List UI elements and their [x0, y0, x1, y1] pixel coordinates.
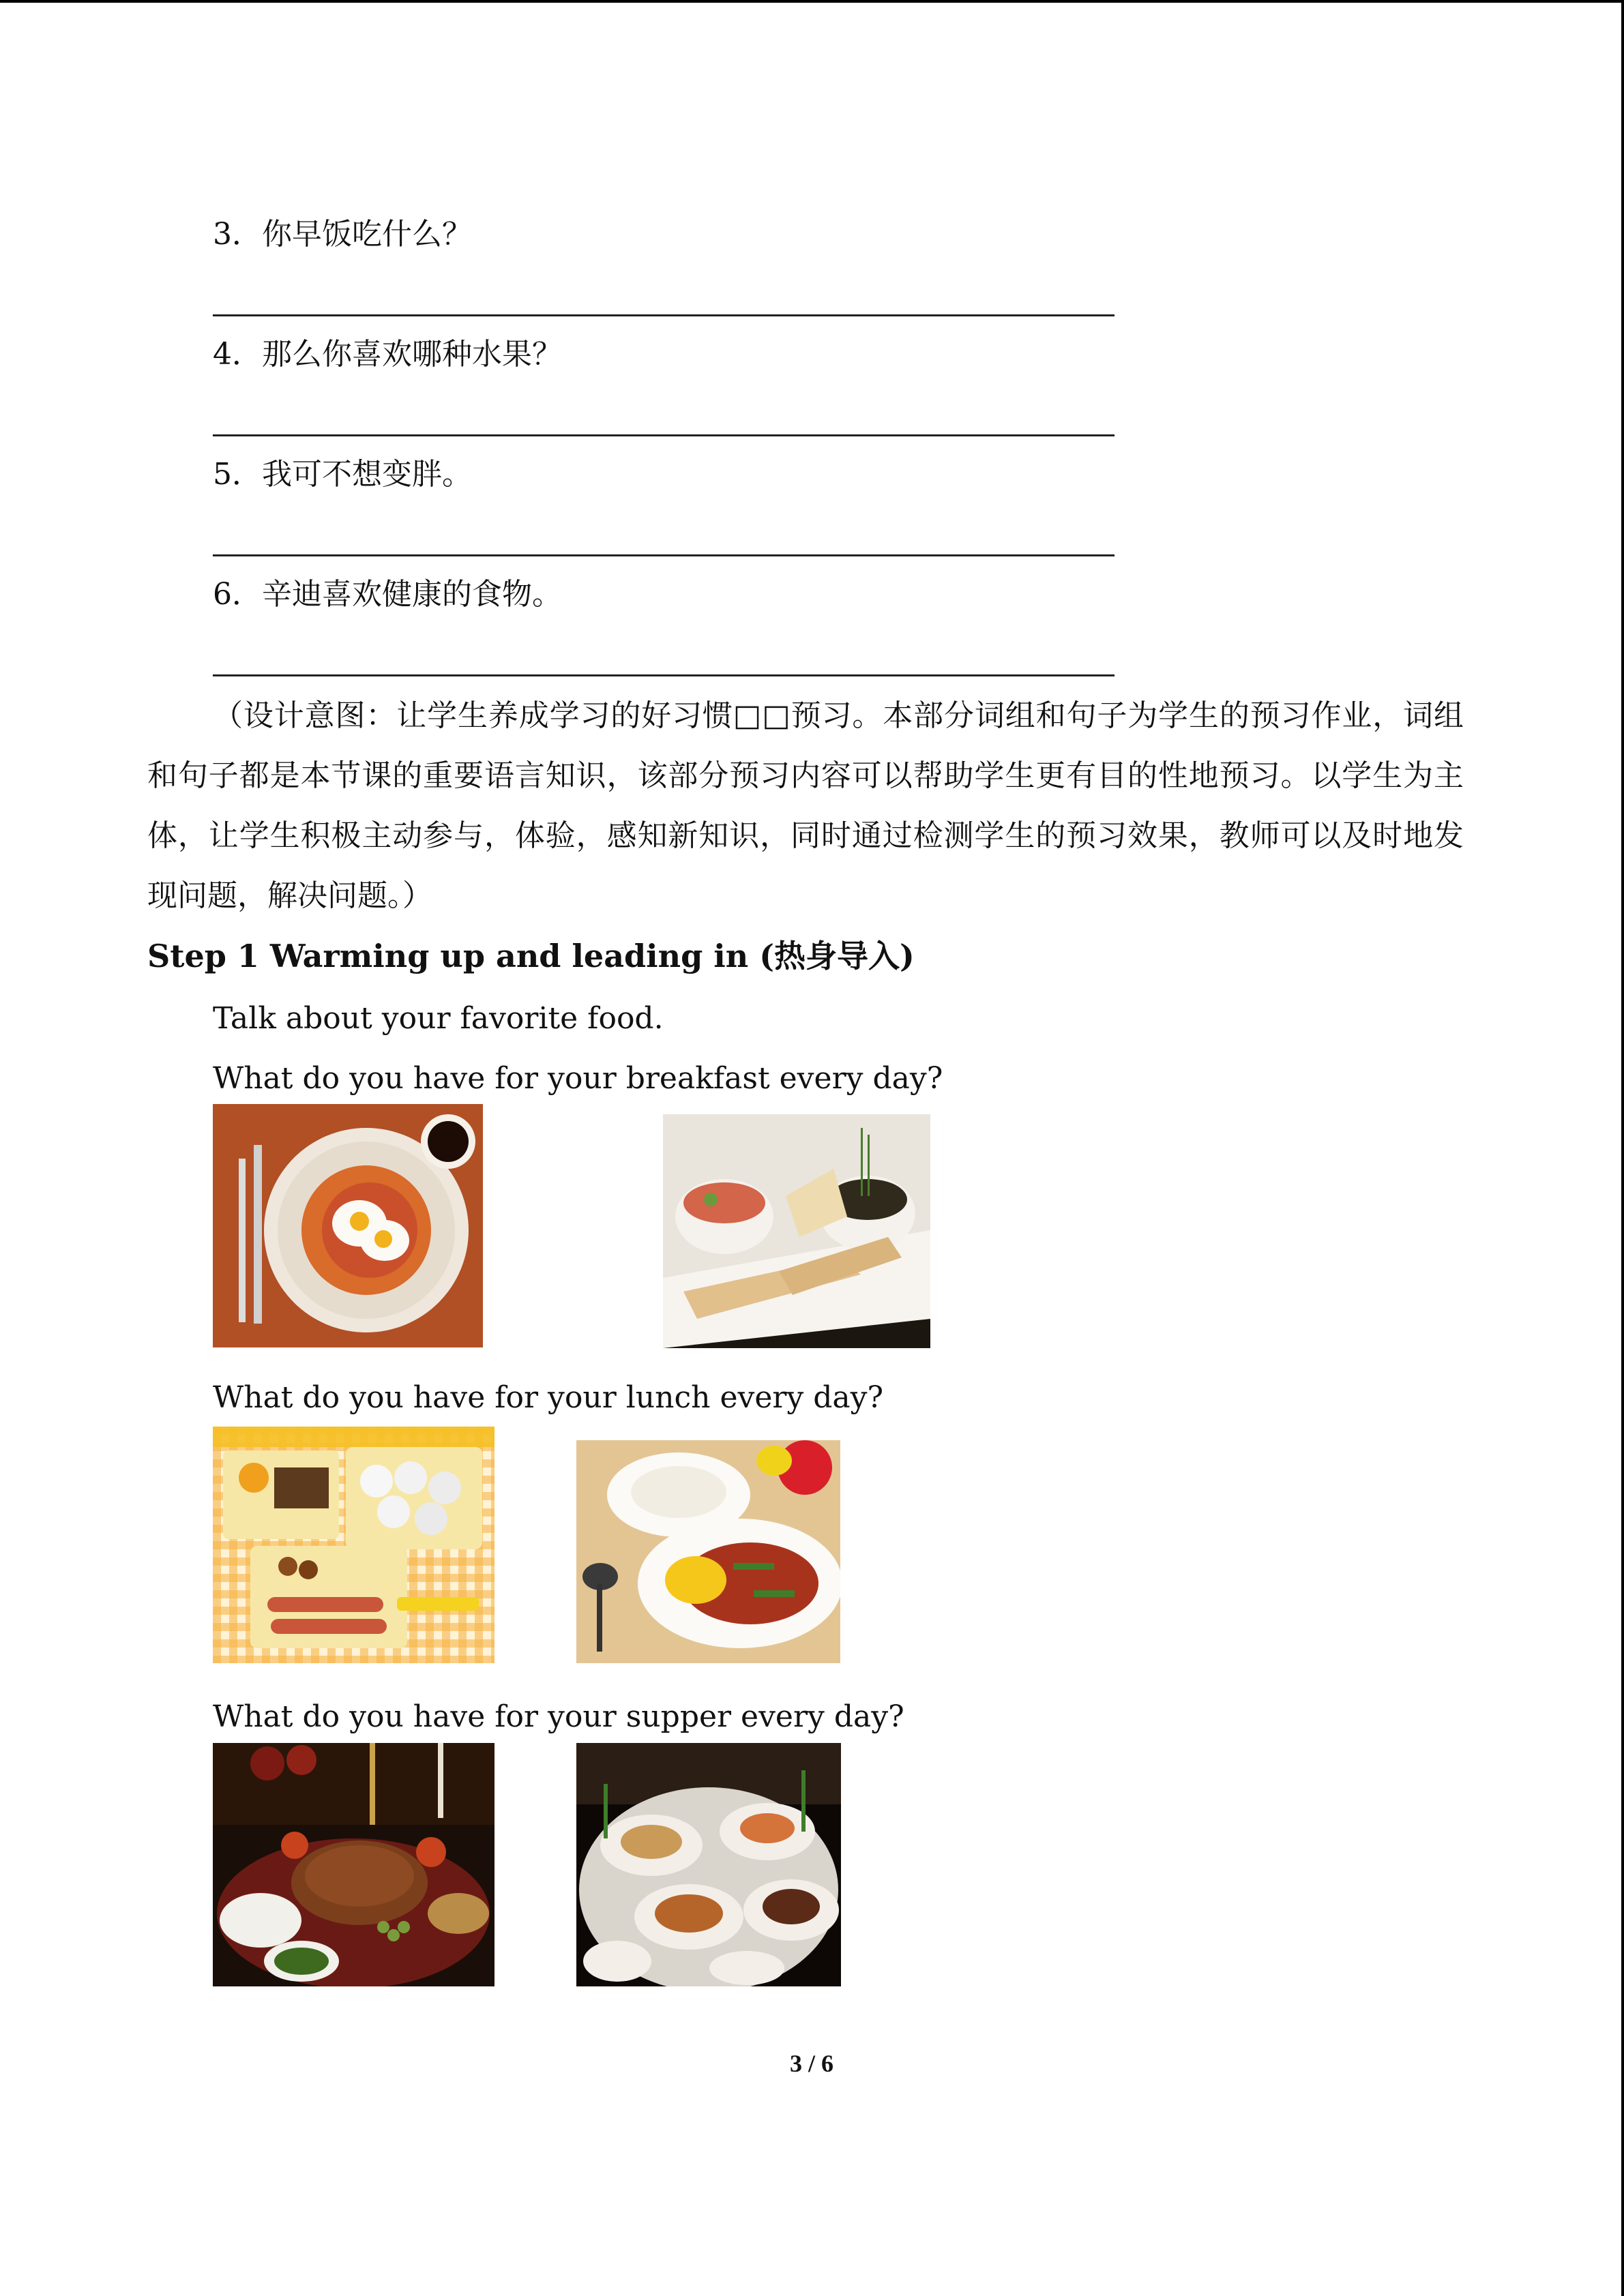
- question-5: 5．我可不想变胖。: [213, 457, 472, 492]
- page-border-right: [1621, 0, 1624, 2296]
- lunch-photo-bento-boxes: [213, 1427, 494, 1663]
- page-number: 3 / 6: [789, 2050, 833, 2077]
- lunch-question: What do you have for your lunch every day?: [213, 1380, 884, 1415]
- step1-intro: Talk about your favorite food.: [213, 1001, 664, 1036]
- answer-line-5[interactable]: [213, 554, 1114, 556]
- breakfast-photo-eggs: [213, 1104, 483, 1347]
- lunch-photo-rice-and-stir-fry: [576, 1440, 840, 1663]
- answer-line-4[interactable]: [213, 434, 1114, 436]
- supper-question: What do you have for your supper every day?: [213, 1699, 904, 1734]
- question-3: 3．你早饭吃什么？: [213, 217, 472, 252]
- answer-line-6[interactable]: [213, 674, 1114, 676]
- supper-photo-roast-turkey-feast: [213, 1743, 494, 1986]
- question-4: 4．那么你喜欢哪种水果？: [213, 337, 562, 372]
- design-intent-paragraph: （设计意图：让学生养成学习的好习惯□□预习。本部分词组和句子为学生的预习作业，词组和句子都是本节课的重要语言知识，该部分预习内容可以帮助学生更有目的性地预习。以学生为主体，让学生积极主动参与，体验，感知新知识，同时通过检测学生的预习效果，教师可以及时地发现问题，解决问题。）: [147, 698, 1464, 913]
- breakfast-photo-bread-platter: [663, 1114, 930, 1348]
- question-6: 6．辛迪喜欢健康的食物。: [213, 577, 562, 612]
- page-border-top: [0, 0, 1624, 3]
- step1-heading: Step 1 Warming up and leading in (热身导入): [147, 938, 915, 974]
- breakfast-question: What do you have for your breakfast every day?: [213, 1061, 943, 1096]
- answer-line-3[interactable]: [213, 314, 1114, 316]
- supper-photo-banquet-dishes: [576, 1743, 841, 1986]
